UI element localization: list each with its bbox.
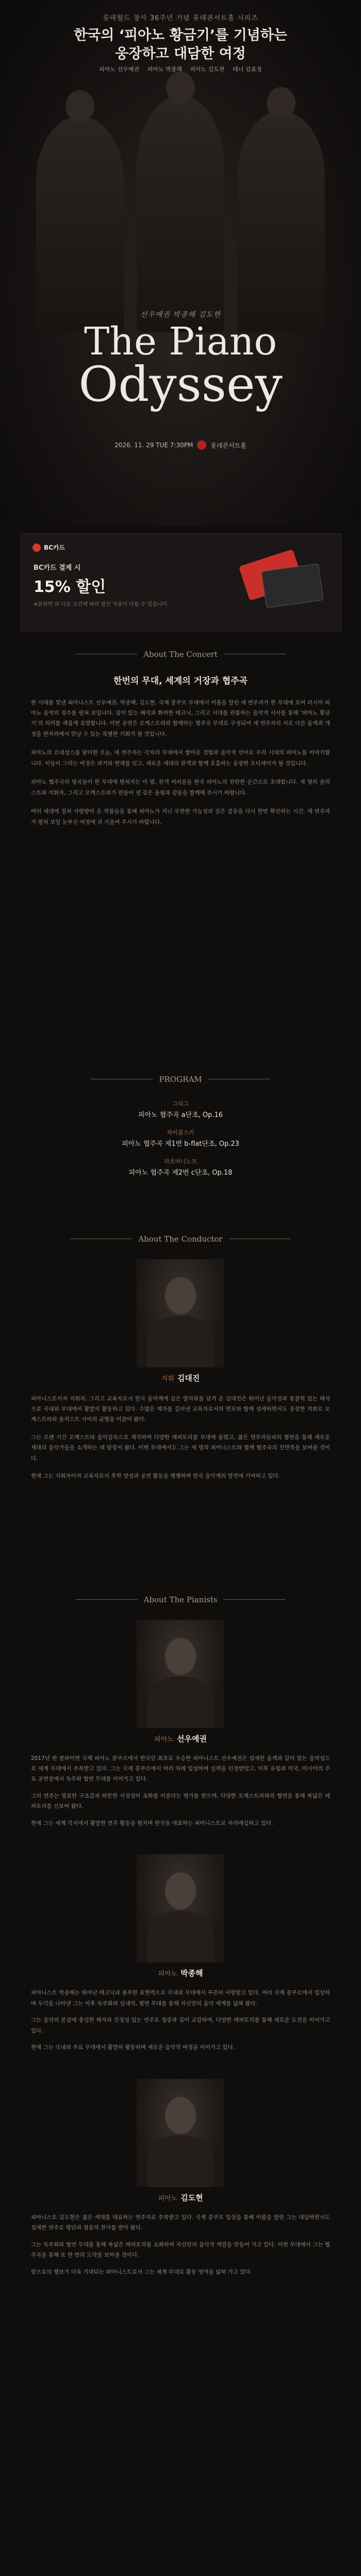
promo-discount: 15% 할인 [34,578,106,596]
hero-title-subtitle: 선우예권 박종해 김도현 [140,311,221,319]
program-item [0,1128,361,1148]
conductor-name [0,1372,361,1383]
conductor-paragraph: 피아니스트이자 지휘자, 그리고 교육자로서 한국 음악계에 깊은 발자취를 남겨 온 김대진은 뛰어난 음악성과 통찰력 있는 해석으로 국내외 무대에서 활발히 활동하고 있다. 수많은 제자를 길러낸 교육자로서의 면모와 함께 섬세하면서도 웅장한 지휘로 오케스트라와 솔리스트 사이의 균형을 이끌어 왔다. [31,1395,330,1423]
bc-card-promo[interactable] [21,533,341,632]
hero-headline-line1: 한국의 ‘피아노 황금기’를 기념하는 [74,27,287,43]
program-piece: 피아노 협주곡 제2번 c단조, Op.18 [128,1168,233,1177]
artist-silhouette-center [137,95,224,332]
about-pianists-section [0,1592,361,2277]
hero-venue: 롯데콘서트홀 [210,442,247,449]
section-title: About The Pianists [143,1595,218,1604]
pianist-paragraph: 현재 그는 세계 각지에서 활발한 연주 활동을 펼치며 한국을 대표하는 피아니스트로 자리매김하고 있다. [31,1820,273,1826]
pianist-paragraph: 그의 연주는 명료한 구조감과 따뜻한 서정성이 조화를 이룬다는 평가를 받으며, 다양한 오케스트라와의 협연을 통해 폭넓은 레퍼토리를 선보여 왔다. [31,1792,330,1810]
role-label: 피아노 [158,2194,178,2202]
concert-paragraph: 여러 세대에 걸쳐 사랑받아 온 작품들을 통해 피아노가 지닌 무한한 가능성과 깊은 감동을 다시 한번 확인하는 시간. 세 연주자가 펼쳐 보일 눈부신 여정에 귀 기울여 주시기 바랍니다. [31,808,330,825]
program-list [0,1099,361,1177]
credit-item: 테너 김효정 [233,66,262,73]
credit-item: 피아노 선우예권 [99,66,140,73]
hero-headline-line2: 웅장하고 대담한 여정 [115,46,246,62]
program-section [0,1072,361,1186]
credit-item: 피아노 박종해 [147,66,182,73]
venue-logo-icon [197,440,206,450]
credit-item: 피아노 김도현 [190,66,225,73]
pianist-photo [137,2079,224,2187]
program-composer: 라흐마니노프 [164,1158,197,1165]
hero-headline [0,26,361,64]
hero-header [0,12,361,64]
credit-card-graphic [233,552,320,608]
pianist-paragraph: 피아니스트 박종해는 뛰어난 테크닉과 풍부한 표현력으로 국내외 무대에서 꾸준히 사랑받고 있다. 여러 국제 콩쿠르에서 입상하며 두각을 나타낸 그는 이후 독주회와 실내악, 협연 무대를 통해 자신만의 음악 세계를 넓혀 왔다. [31,1990,330,2007]
hero-kicker: 롯데월드 창사 36주년 기념 롯데콘서트홀 시리즈 [103,14,258,22]
role-label: 피아노 [154,1735,174,1743]
pianist-name [0,1733,361,1744]
hero-artists-photo [36,90,325,332]
hero-banner [0,0,361,526]
role-label: 지휘 [161,1375,174,1383]
role-label: 피아노 [158,1970,178,1978]
hero-date-venue [0,440,361,450]
concert-heading: 한번의 무대, 세계의 거장과 협주곡 [113,675,248,686]
program-item [0,1157,361,1177]
hero-date: 2026. 11. 29 TUE 7:30PM [114,442,193,449]
hero-title [0,309,361,413]
divider [76,1599,138,1600]
person-name: 선우예권 [176,1734,207,1743]
pianist-paragraph: 피아니스트 김도현은 젊은 세대를 대표하는 연주자로 주목받고 있다. 국제 콩쿠르 입상을 통해 이름을 알린 그는 대담하면서도 섬세한 연주로 평단과 청중의 찬사를 받아 왔다. [31,2214,330,2231]
pianist-paragraph: 앞으로의 행보가 더욱 기대되는 피아니스트로서 그는 세계 무대로 활동 영역을 넓혀 가고 있다. [31,2268,252,2275]
pianist-paragraph: 그는 음악의 본질에 충실한 해석과 진정성 있는 연주로 청중과 깊이 교감하며, 다양한 레퍼토리를 통해 새로운 도전을 이어가고 있다. [31,2017,330,2034]
section-title: About The Conductor [138,1234,223,1244]
bc-logo-icon [32,544,41,552]
pianist-photo [137,1620,224,1728]
promo-line1: BC카드 결제 시 [34,564,81,572]
artist-silhouette-left [36,116,124,332]
concert-paragraph: 피아노의 르네상스를 맞이한 오늘, 세 연주자는 각자의 무대에서 쌓아온 경험과 음악적 언어로 우리 시대의 피아노를 이야기합니다. 이들이 그리는 여정은 과거와 현재를 잇고, 새로운 세대의 관객과 함께 호흡하는 웅장한 오디세이가 될 것입니다. [31,750,330,767]
pianist-name [0,1968,361,1978]
hero-title-line2: Odyssey [78,357,283,413]
pianist-name [0,2192,361,2203]
program-piece: 피아노 협주곡 a단조, Op.16 [138,1111,223,1119]
person-name: 김대진 [177,1373,200,1383]
person-name: 박종해 [180,1969,203,1978]
pianist-photo [137,1854,224,1962]
concert-paragraph: 피아노 협주곡의 명곡들이 한 무대에 펼쳐지는 이 밤, 관객 여러분을 한국 피아노의 찬란한 순간으로 초대합니다. 세 명의 솔리스트와 지휘자, 그리고 오케스트라가 만들어 낼 깊은 울림과 감동을 함께해 주시기 바랍니다. [31,779,330,796]
credit-card-dark [261,564,324,608]
divider [223,1599,285,1600]
pianist-paragraph: 현재 그는 국내외 주요 무대에서 활발히 활동하며 새로운 음악적 여정을 이어가고 있다. [31,2044,235,2051]
person-name: 김도현 [180,2193,203,2202]
program-composer: 차이콥스키 [167,1129,194,1136]
hero-title-line1: The Piano [84,319,277,364]
about-conductor-section [0,1231,361,1482]
program-composer: 그리그 [172,1100,189,1107]
conductor-paragraph: 그는 오랜 기간 오케스트라 음악감독으로 재직하며 다양한 레퍼토리를 무대에 올렸고, 젊은 연주자들과의 협연을 통해 새로운 세대의 음악가들을 소개하는 데 앞장서 왔다. 이번 무대에서도 그는 세 명의 피아니스트와 함께 협주곡의 진면목을 보여줄 것이다. [31,1434,330,1462]
conductor-paragraph: 현재 그는 지휘자이자 교육자로서 후학 양성과 공연 활동을 병행하며 한국 음악계의 발전에 기여하고 있다. [31,1473,280,1480]
pianist-paragraph: 그는 독주회와 협연 무대를 통해 폭넓은 레퍼토리를 소화하며 자신만의 음악적 색깔을 만들어 가고 있다. 이번 무대에서 그는 협주곡을 통해 또 한 번의 도약을 보여줄 것이다. [31,2241,330,2259]
program-piece: 피아노 협주곡 제1번 b-flat단조, Op.23 [122,1140,239,1148]
artist-silhouette-right [237,111,325,332]
program-item [0,1099,361,1119]
conductor-photo [137,1259,224,1367]
section-title: PROGRAM [159,1074,202,1084]
concert-paragraph: 한 시대를 빛낸 피아니스트 선우예권, 박종해, 김도현. 국제 콩쿠르 무대에서 이름을 알린 세 연주자가 한 무대에 모여 러시아 피아노 음악의 정수를 펼쳐 보입니다. 깊이 있는 해석과 화려한 테크닉, 그리고 시대를 관통하는 음악적 서사를 통해 ‘피아노 황금기’의 의미를 새롭게 조명합니다. 이번 공연은 오케스트라와 함께하는 협주곡 무대로 구성되어 세 연주자의 서로 다른 음색과 개성을 한자리에서 만날 수 있는 특별한 기회가 될 것입니다. [31,699,330,737]
section-title: About The Concert [143,649,218,659]
bc-card-logo [32,543,65,552]
pianist-paragraph: 2017년 반 클라이번 국제 피아노 콩쿠르에서 한국인 최초로 우승한 피아니스트 선우예권은 섬세한 음색과 깊이 있는 음악성으로 세계 무대에서 주목받고 있다. 그는 국제 콩쿠르에서 여러 차례 입상하며 실력을 인정받았고, 이후 유럽과 미국, 아시아의 주요 공연장에서 독주와 협연 무대를 이어가고 있다. [31,1755,330,1783]
about-concert-section [0,647,361,827]
promo-note: ※본화면 외 다른 조건에 따라 할인 적용이 다를 수 있습니다. [34,602,169,607]
bc-brand: BC카드 [44,544,65,551]
